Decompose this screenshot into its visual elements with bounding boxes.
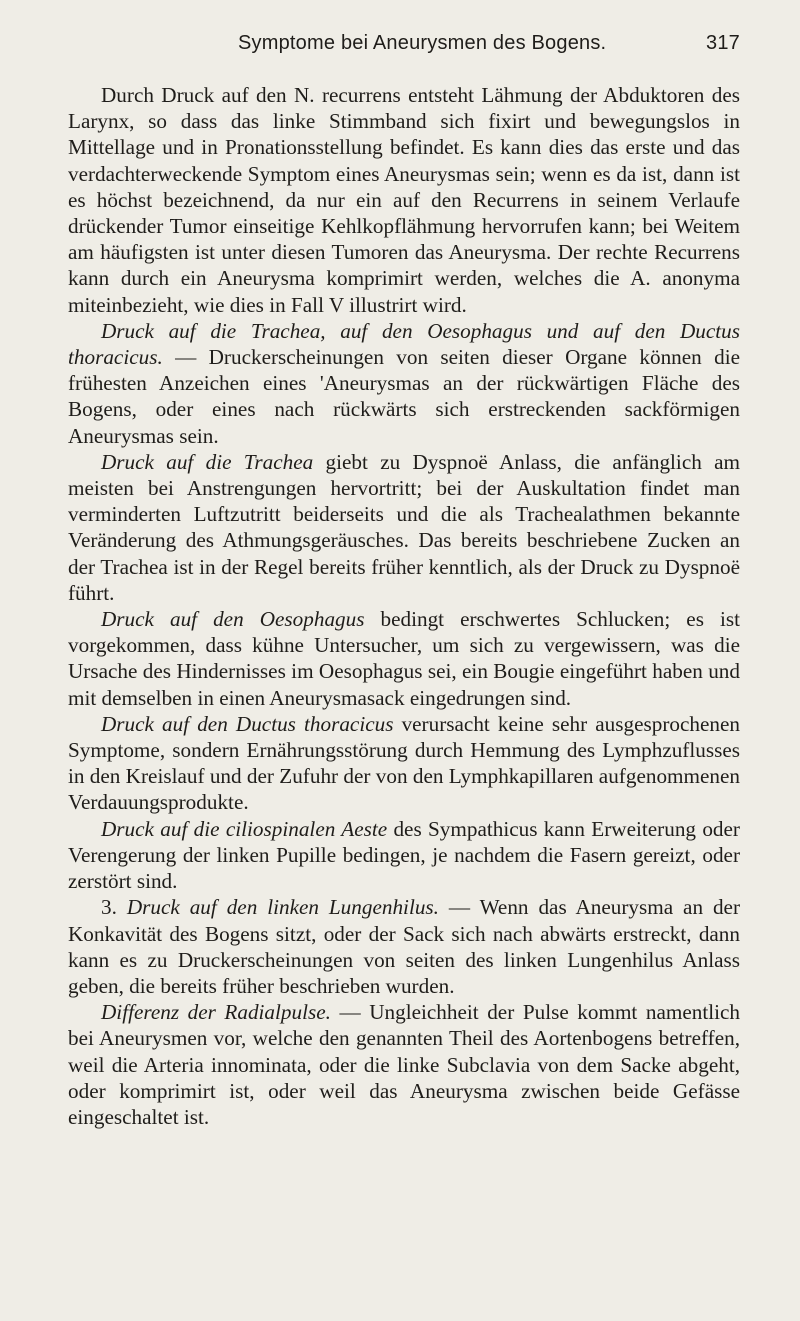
paragraph-number: 3.: [101, 895, 127, 920]
paragraph-text: — Ungleichheit der Pulse kommt namentlich bei Aneurysmen vor, welche den genannten Theil des Aortenbogens betreffen, weil die Arteria innominata, oder die linke Subclavia von dem Sacke abgeht, oder komprimirt ist, oder weil das Aneurysma zwischen beide Gefässe eingeschaltet ist.: [68, 1000, 740, 1129]
page-header: [68, 32, 740, 60]
paragraph-heading: Differenz der Radialpulse.: [101, 1000, 331, 1025]
paragraph-text: — Druckerscheinungen von seiten dieser Organe können die frühesten Anzeichen eines 'Aneurysmas an der rückwärtigen Fläche des Bogens, oder eines nach rückwärts sich erstreckenden sackförmigen Aneurysmas sein.: [68, 345, 740, 448]
paragraph-heading: Druck auf den Ductus thoracicus: [101, 711, 394, 736]
paragraph-text: giebt zu Dyspnoë Anlass, die anfänglich am meisten bei Anstrengungen hervortritt; bei der Auskultation findet man verminderten Luftzutritt beiderseits und die als Trachealathmen bekannte Veränderung des Athmungsgeräusches. Das bereits beschriebene Zucken an der Trachea ist in der Regel bereits früher kenntlich, als der Druck zu Dyspnoë führt.: [68, 449, 740, 605]
paragraph-heading: Druck auf den Oesophagus: [101, 607, 365, 632]
paragraph-druck-trachea-oesophagus-ductus: [68, 318, 740, 449]
paragraph-text: Durch Druck auf den N. recurrens entsteht Lähmung der Abduktoren des Larynx, so dass das linke Stimmband sich fixirt und bewegungslos in Mittellage und in Pronationsstellung befindet. Es kann dies das erste und das verdachterweckende Symptom eines Aneurysmas sein; wenn es da ist, dann ist es höchst bezeichnend, da nur ein auf den Recurrens in seinem Verlaufe drückender Tumor einseitige Kehlkopflähmung hervorrufen kann; bei Weitem am häufigsten ist unter diesen Tumoren das Aneurysma. Der rechte Recurrens kann durch ein Aneurysma komprimirt werden, welches die A. anonyma miteinbezieht, wie dies in Fall V illustrirt wird.: [68, 83, 740, 317]
paragraph-heading: Druck auf die ciliospinalen Aeste: [101, 816, 388, 841]
page-number: 317: [706, 32, 740, 54]
paragraph-text: des Sympathicus kann Erweiterung oder Verengerung der linken Pupille bedingen, je nachdem die Fasern gereizt, oder zerstört sind.: [68, 816, 740, 894]
paragraph-druck-ciliospinal: [68, 816, 740, 895]
paragraph-recurrens: [68, 82, 740, 318]
paragraph-differenz-radialpulse: [68, 999, 740, 1130]
paragraph-heading: Druck auf den linken Lungenhilus.: [126, 895, 439, 920]
paragraph-druck-oesophagus: [68, 606, 740, 711]
running-head: Symptome bei Aneurysmen des Bogens.: [238, 32, 607, 54]
paragraph-text: verursacht keine sehr ausgesprochenen Symptome, sondern Ernährungsstörung durch Hemmung des Lymphzuflusses in den Kreislauf und der Zufuhr der von den Lymphkapillaren aufgenommenen Verdauungsprodukte.: [68, 711, 740, 815]
paragraph-text: bedingt erschwertes Schlucken; es ist vorgekommen, dass kühne Untersucher, um sich zu vergewissern, was die Ursache des Hindernisses im Oesophagus sei, ein Bougie eingeführt haben und mit demselben in einen Aneurysmasack eingedrungen sind.: [68, 607, 740, 710]
paragraph-druck-trachea: [68, 449, 740, 606]
body-text: [68, 82, 740, 1130]
paragraph-heading: Druck auf die Trachea, auf den Oesophagus und auf den Ductus thoracicus.: [68, 318, 740, 370]
paragraph-druck-ductus: [68, 711, 740, 816]
paragraph-druck-lungenhilus: [68, 894, 740, 999]
paragraph-text: — Wenn das Aneurysma an der Konkavität des Bogens sitzt, oder der Sack sich nach abwärts erstreckt, dann kann es zu Druckerscheinungen von seiten des linken Lungenhilus Anlass geben, die bereits früher beschrieben wurden.: [68, 895, 741, 998]
paragraph-heading: Druck auf die Trachea: [101, 449, 314, 474]
